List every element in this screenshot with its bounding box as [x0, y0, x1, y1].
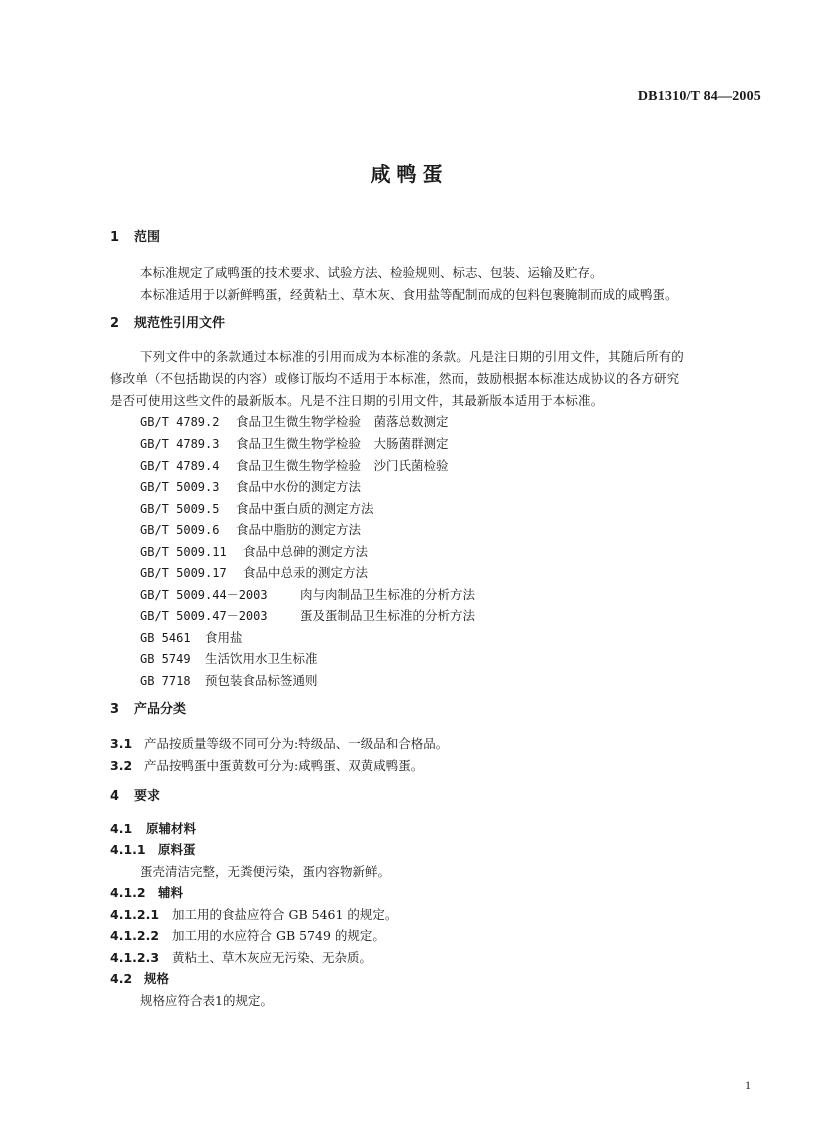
reference-code: GB/T 5009.17: [140, 566, 227, 580]
document-code: DB1310/T 84—2005: [637, 89, 761, 104]
reference-item: [140, 606, 475, 624]
reference-title: 食品卫生微生物学检验 大肠菌群测定: [236, 436, 449, 451]
reference-title: 食品中水份的测定方法: [236, 479, 362, 494]
clause-number: 4.1: [110, 821, 133, 836]
reference-title: 食品中蛋白质的测定方法: [236, 501, 374, 516]
clause-text: 加工用的水应符合 GB 5749 的规定。: [172, 928, 385, 943]
clause-number: 4.1.2.1: [110, 907, 160, 922]
clause-title: 原辅材料: [146, 821, 197, 836]
reference-code: GB/T 5009.44－2003: [140, 588, 268, 602]
reference-code: GB/T 5009.5: [140, 502, 220, 516]
clause-4-1-2-3: [110, 948, 372, 966]
clause-number: 4.1.2.2: [110, 928, 160, 943]
clause-text: 产品按鸭蛋中蛋黄数可分为:咸鸭蛋、双黄咸鸭蛋。: [144, 758, 424, 773]
clause-title: 规格: [144, 971, 170, 986]
reference-code: GB/T 4789.4: [140, 459, 220, 473]
section-1-heading: [110, 226, 160, 245]
clause-text: 黄粘土、草木灰应无污染、无杂质。: [172, 950, 373, 965]
section-title: 规范性引用文件: [134, 316, 226, 331]
reference-code: GB 5749: [140, 652, 191, 666]
clause-text: 加工用的食盐应符合 GB 5461 的规定。: [172, 907, 398, 922]
reference-code: GB/T 5009.47－2003: [140, 609, 268, 623]
clause-number: 4.2: [110, 971, 133, 986]
clause-number: 3.1: [110, 736, 133, 751]
reference-item: [140, 563, 368, 581]
clause-number: 4.1.2.3: [110, 950, 160, 965]
clause-number: 4.1.1: [110, 842, 146, 857]
reference-code: GB/T 5009.11: [140, 545, 227, 559]
reference-title: 预包装食品标签通则: [205, 673, 318, 688]
clause-4-1-2-2: [110, 926, 385, 944]
clause-title: 原料蛋: [158, 842, 196, 857]
reference-code: GB/T 5009.6: [140, 523, 220, 537]
reference-item: [140, 649, 318, 667]
clause-3-2: [110, 756, 423, 774]
reference-item: [140, 456, 449, 474]
paragraph: 本标准适用于以新鲜鸭蛋，经黄粘土、草木灰、食用盐等配制而成的包料包裹腌制而成的咸鸭蛋。: [140, 287, 678, 302]
reference-item: [140, 520, 361, 538]
reference-item: [140, 542, 368, 560]
paragraph: 规格应符合表1的规定。: [140, 993, 273, 1008]
reference-title: 食品中脂肪的测定方法: [236, 522, 362, 537]
clause-4-1-2-1: [110, 905, 397, 923]
reference-item: [140, 585, 475, 603]
reference-title: 食品卫生微生物学检验 菌落总数测定: [236, 414, 449, 429]
section-4-heading: [110, 785, 160, 804]
reference-code: GB 5461: [140, 631, 191, 645]
paragraph: 蛋壳清洁完整，无粪便污染，蛋内容物新鲜。: [140, 864, 391, 879]
reference-title: 食用盐: [205, 630, 243, 645]
clause-4-2-heading: [110, 969, 169, 987]
reference-item: [140, 412, 449, 430]
clause-number: 4.1.2: [110, 885, 146, 900]
section-title: 产品分类: [134, 702, 187, 717]
clause-4-1-2-heading: [110, 883, 183, 901]
paragraph: 是否可使用这些文件的最新版本。凡是不注日期的引用文件，其最新版本适用于本标准。: [110, 393, 604, 408]
section-3-heading: [110, 698, 186, 717]
clause-number: 3.2: [110, 758, 133, 773]
reference-item: [140, 671, 318, 689]
paragraph: 修改单（不包括勘误的内容）或修订版均不适用于本标准，然而，鼓励根据本标准达成协议的各方研究: [110, 371, 680, 386]
reference-title: 蛋及蛋制品卫生标准的分析方法: [300, 608, 476, 623]
reference-title: 食品卫生微生物学检验 沙门氏菌检验: [236, 458, 449, 473]
clause-title: 辅料: [158, 885, 184, 900]
clause-text: 产品按质量等级不同可分为:特级品、一级品和合格品。: [144, 736, 449, 751]
reference-code: GB/T 4789.3: [140, 437, 220, 451]
reference-code: GB 7718: [140, 674, 191, 688]
reference-item: [140, 434, 449, 452]
reference-title: 食品中总砷的测定方法: [243, 544, 369, 559]
clause-4-1-1-heading: [110, 840, 196, 858]
clause-3-1: [110, 734, 448, 752]
reference-item: [140, 499, 374, 517]
reference-item: [140, 477, 361, 495]
page-number: 1: [745, 1078, 751, 1092]
section-title: 要求: [134, 789, 161, 804]
clause-4-1-heading: [110, 819, 196, 837]
section-number: 4: [110, 789, 120, 804]
reference-title: 食品中总汞的测定方法: [243, 565, 369, 580]
section-number: 2: [110, 316, 120, 331]
section-number: 1: [110, 230, 120, 245]
reference-code: GB/T 5009.3: [140, 480, 220, 494]
section-title: 范围: [134, 230, 161, 245]
reference-code: GB/T 4789.2: [140, 415, 220, 429]
reference-item: [140, 628, 243, 646]
paragraph: 本标准规定了咸鸭蛋的技术要求、试验方法、检验规则、标志、包装、运输及贮存。: [140, 265, 603, 280]
reference-title: 生活饮用水卫生标准: [205, 651, 318, 666]
document-title: 咸鸭蛋: [370, 162, 449, 186]
paragraph: 下列文件中的条款通过本标准的引用而成为本标准的条款。凡是注日期的引用文件，其随后所有的: [140, 349, 684, 364]
reference-title: 肉与肉制品卫生标准的分析方法: [300, 587, 476, 602]
section-2-heading: [110, 312, 225, 331]
section-number: 3: [110, 702, 120, 717]
